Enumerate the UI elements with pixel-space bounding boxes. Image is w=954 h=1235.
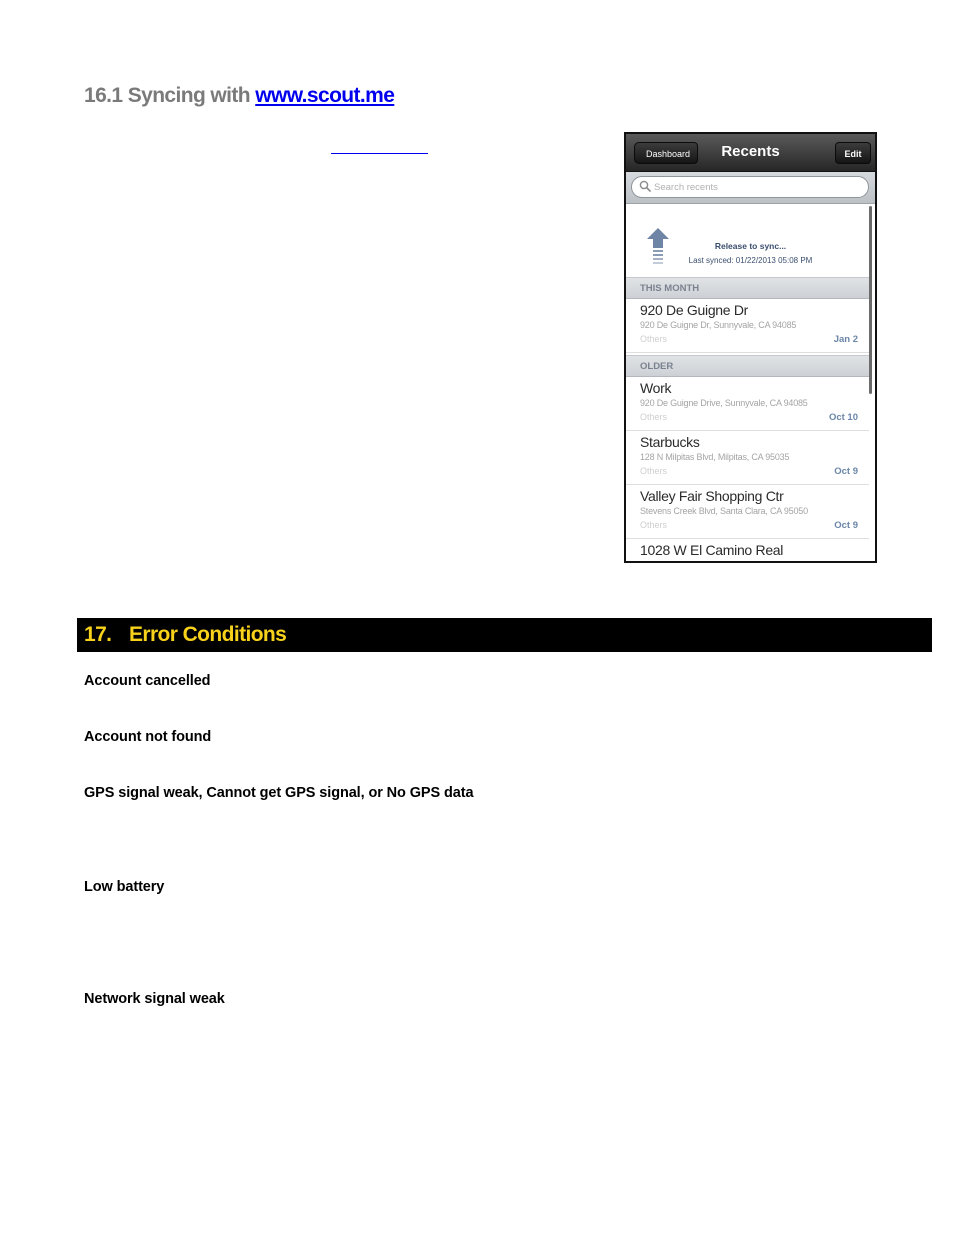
chapter-title: Error Conditions bbox=[129, 623, 287, 646]
list-item-address: Stevens Creek Blvd, Santa Clara, CA 95050 bbox=[640, 506, 808, 516]
section-heading-text: 16.1 Syncing with bbox=[84, 84, 256, 107]
list-item-category: Others bbox=[640, 334, 668, 344]
search-input[interactable] bbox=[631, 176, 869, 198]
phone-screenshot bbox=[624, 132, 877, 563]
chapter-heading-bar bbox=[77, 618, 932, 652]
scroll-indicator[interactable] bbox=[869, 206, 872, 394]
last-synced-text: Last synced: 01/22/2013 05:08 PM bbox=[688, 256, 813, 265]
error-heading-account-cancelled: Account cancelled bbox=[84, 673, 211, 689]
list-item-address: 920 De Guigne Dr, Sunnyvale, CA 94085 bbox=[640, 320, 797, 330]
list-item[interactable] bbox=[626, 299, 869, 353]
section-heading bbox=[84, 84, 394, 108]
dashboard-back-button[interactable]: Dashboard bbox=[634, 142, 698, 164]
search-bar bbox=[626, 172, 875, 204]
error-heading-gps-signal: GPS signal weak, Cannot get GPS signal, or No GPS data bbox=[84, 785, 474, 801]
list-item-category: Others bbox=[640, 520, 668, 530]
list-item-title: Valley Fair Shopping Ctr bbox=[640, 488, 784, 504]
list-item-date: Oct 9 bbox=[834, 520, 858, 531]
link-underline[interactable] bbox=[331, 153, 428, 154]
edit-button[interactable]: Edit bbox=[835, 142, 871, 164]
list-item-date: Oct 9 bbox=[834, 466, 858, 477]
list-item[interactable] bbox=[626, 377, 869, 431]
list-item[interactable] bbox=[626, 539, 869, 559]
section-header-this-month: THIS MONTH bbox=[626, 277, 869, 299]
error-heading-network-signal: Network signal weak bbox=[84, 991, 225, 1007]
list-item-address: 920 De Guigne Drive, Sunnyvale, CA 94085 bbox=[640, 398, 808, 408]
nav-title: Recents bbox=[721, 143, 780, 160]
list-item[interactable] bbox=[626, 485, 869, 539]
nav-bar bbox=[626, 134, 875, 172]
error-heading-low-battery: Low battery bbox=[84, 879, 165, 895]
release-to-sync-text: Release to sync... bbox=[714, 241, 787, 251]
list-item-title: Work bbox=[640, 380, 672, 396]
list-item-title: Starbucks bbox=[640, 434, 700, 450]
list-item[interactable] bbox=[626, 431, 869, 485]
pull-to-sync-area[interactable] bbox=[626, 204, 875, 277]
section-header-older: OLDER bbox=[626, 355, 869, 377]
scout-link[interactable]: www.scout.me bbox=[255, 84, 395, 107]
list-item-date: Oct 10 bbox=[828, 412, 858, 423]
list-item-title: 1028 W El Camino Real bbox=[640, 542, 784, 558]
error-heading-account-not-found: Account not found bbox=[84, 729, 212, 745]
chapter-number: 17. bbox=[84, 623, 112, 646]
search-icon bbox=[639, 180, 651, 192]
list-item-category: Others bbox=[640, 466, 668, 476]
list-item-title: 920 De Guigne Dr bbox=[640, 302, 749, 318]
list-item-date: Jan 2 bbox=[833, 334, 858, 345]
search-placeholder: Search recents bbox=[654, 182, 718, 193]
list-item-category: Others bbox=[640, 412, 668, 422]
list-item-address: 128 N Milpitas Blvd, Milpitas, CA 95035 bbox=[640, 452, 790, 462]
